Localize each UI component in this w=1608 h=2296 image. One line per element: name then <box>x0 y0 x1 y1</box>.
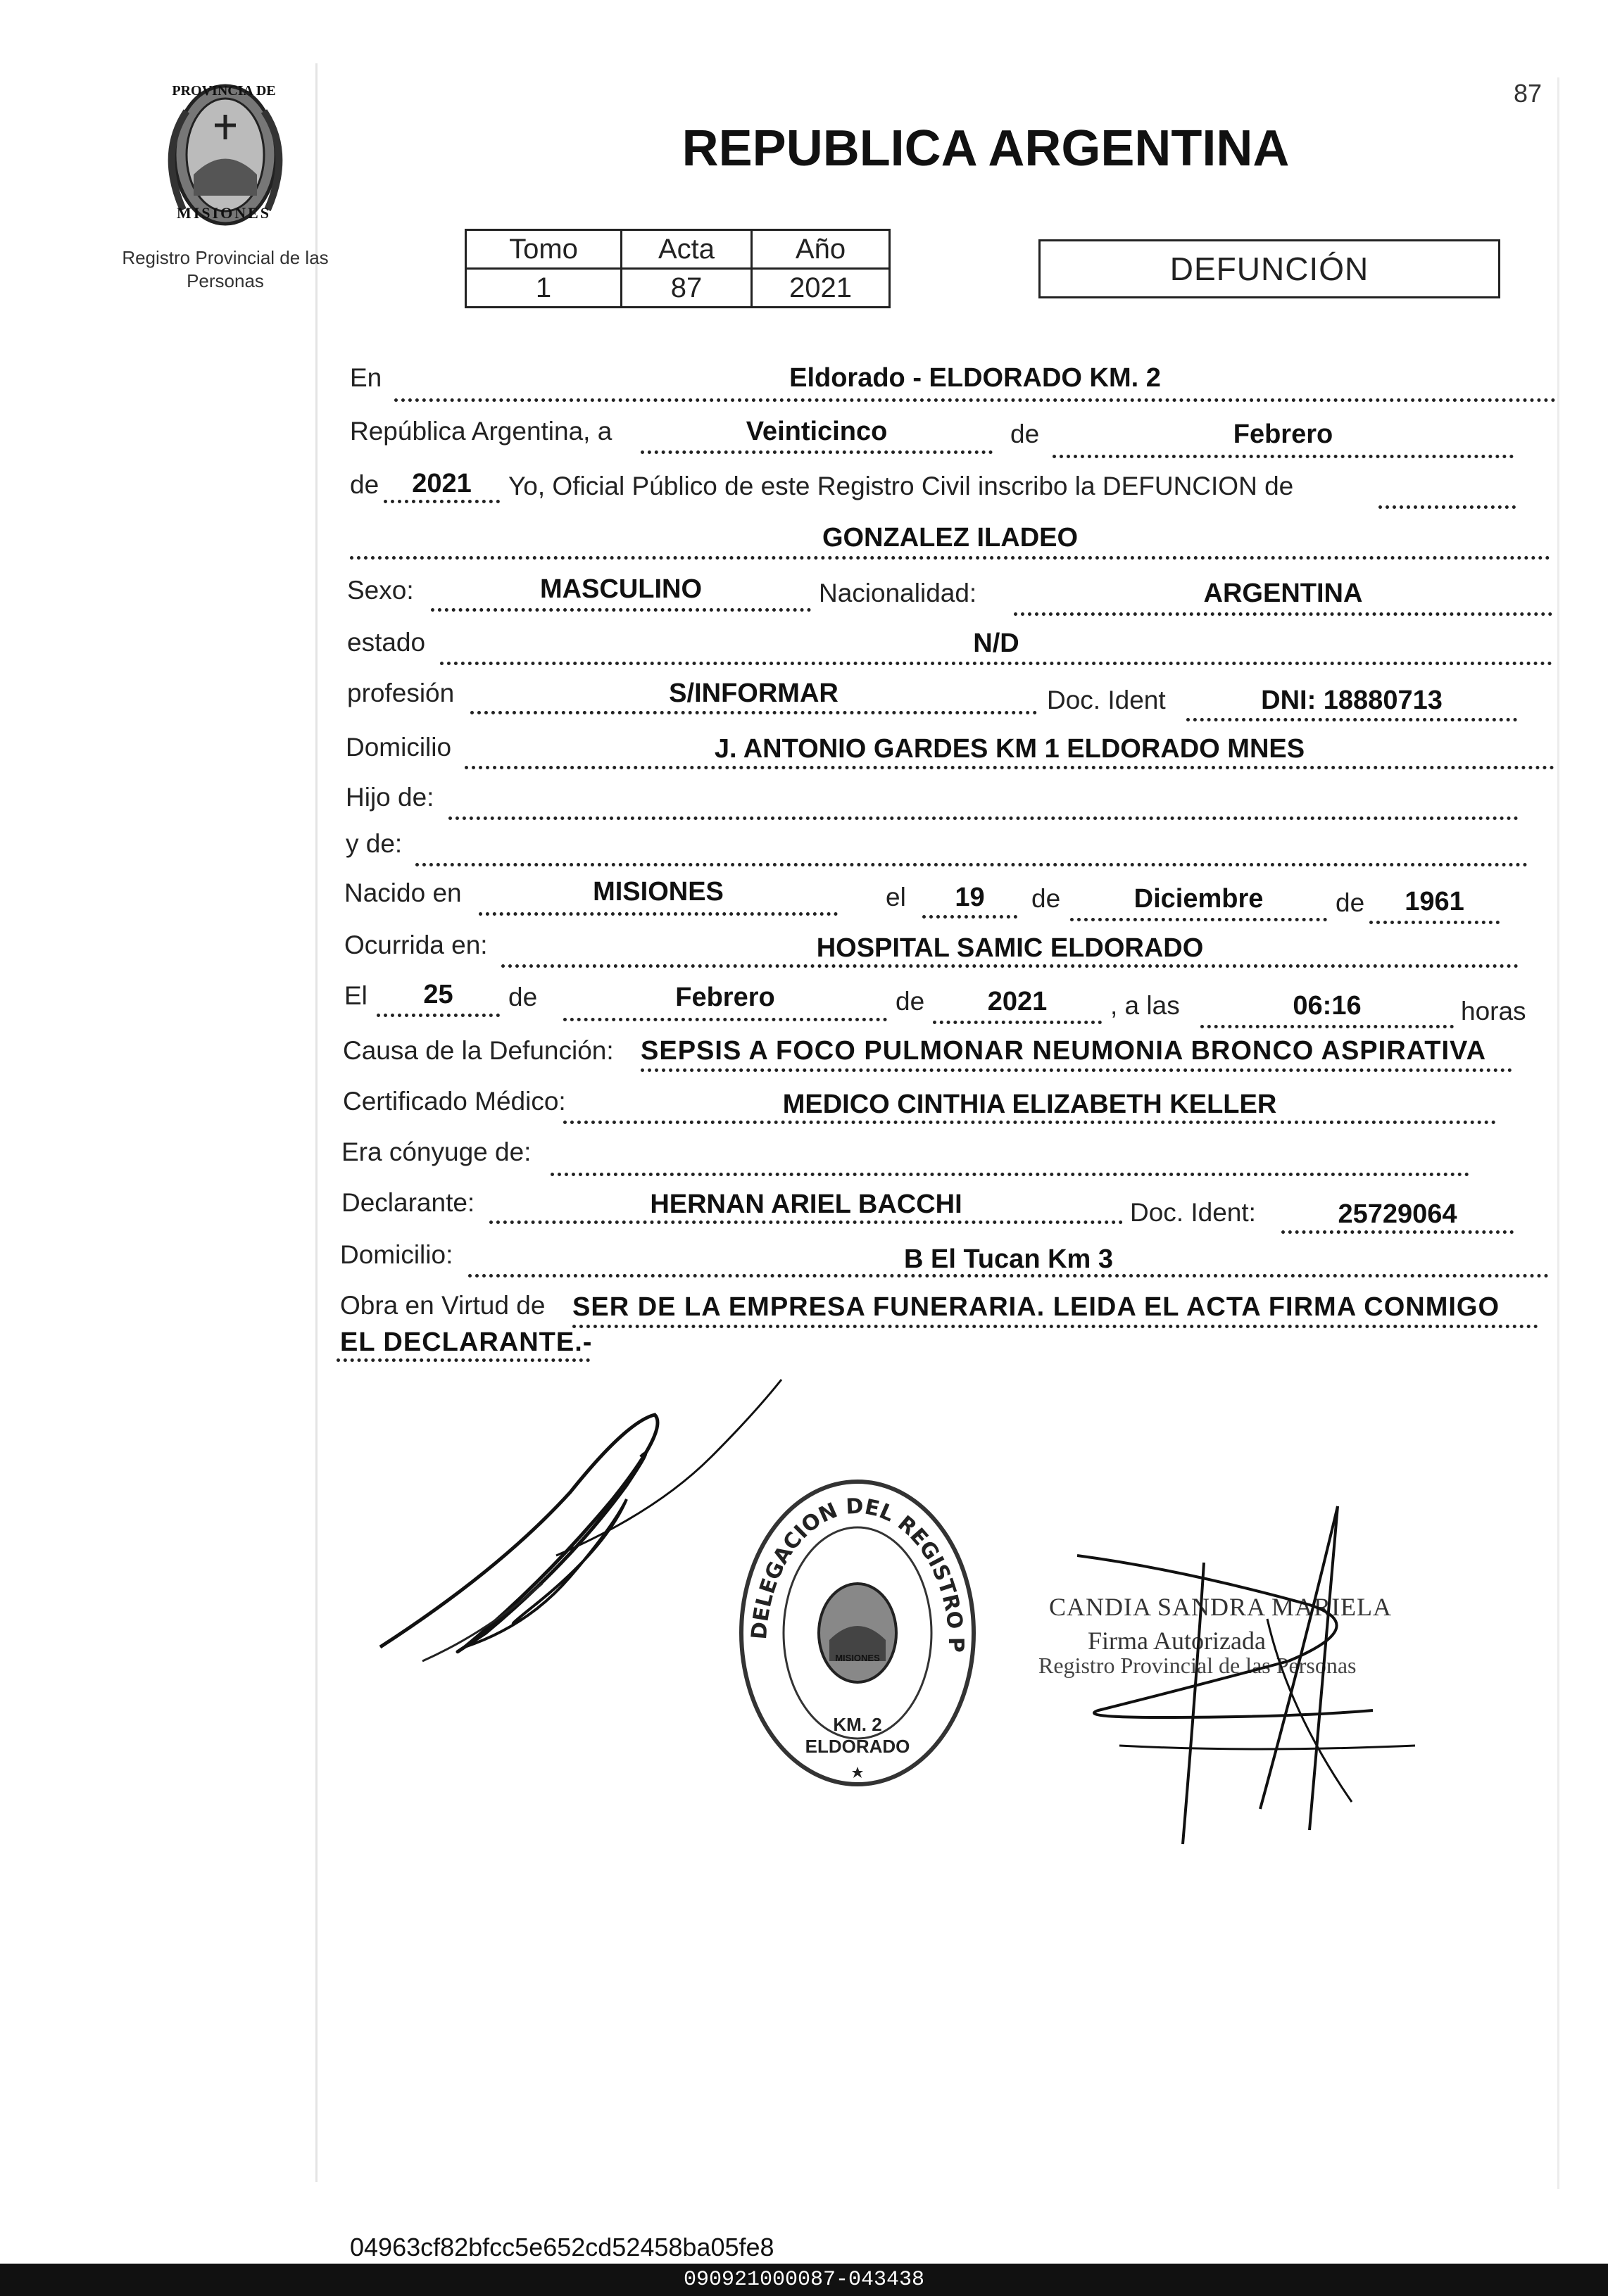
deceased-name: GONZALEZ ILADEO <box>822 523 1079 553</box>
doc-ident-2-label: Doc. Ident: <box>1130 1198 1256 1227</box>
birth-month-line <box>1070 918 1327 921</box>
estado-label: estado <box>347 628 426 657</box>
doc-ident-2-line <box>1281 1230 1514 1234</box>
birth-year-line <box>1369 921 1500 924</box>
footer-id-bar: 090921000087-043438 <box>0 2264 1608 2296</box>
tomo-value: 1 <box>466 269 622 308</box>
domicilio-2-value: B El Tucan Km 3 <box>903 1244 1114 1274</box>
crest-top-text: PROVINCIA DE <box>172 83 276 99</box>
death-day-line <box>377 1014 500 1017</box>
death-day: 25 <box>423 980 453 1009</box>
el-label: el <box>886 883 906 912</box>
anio-value: 2021 <box>752 269 890 308</box>
nacionalidad-value: ARGENTINA <box>1203 579 1363 608</box>
day-value: Veinticinco <box>746 417 888 446</box>
doc-ident-value: DNI: 18880713 <box>1261 686 1443 715</box>
stamp-crest-text: MISIONES <box>835 1653 880 1663</box>
causa-line <box>641 1068 1512 1072</box>
ocurrida-value: HOSPITAL SAMIC ELDORADO <box>816 933 1204 963</box>
sexo-line <box>431 608 811 612</box>
stamp-inner-text: KM. 2 ELDORADO <box>805 1714 910 1757</box>
obra-value-line-2: EL DECLARANTE.- <box>340 1327 593 1357</box>
yde-line <box>415 863 1528 866</box>
anio-header: Año <box>752 230 890 269</box>
record-table-header <box>466 230 890 269</box>
death-month-line <box>563 1018 887 1021</box>
crest-bottom-text: MISIONES <box>176 204 272 222</box>
authorized-role: Firma Autorizada <box>1088 1627 1266 1655</box>
ocurrida-label: Ocurrida en: <box>344 931 488 959</box>
domicilio-2-label: Domicilio: <box>340 1240 453 1269</box>
birth-year: 1961 <box>1405 887 1464 916</box>
de-label-6: de <box>896 987 925 1016</box>
year-value: 2021 <box>412 469 472 498</box>
obra-label: Obra en Virtud de <box>340 1291 546 1320</box>
profesion-value: S/INFORMAR <box>669 679 838 708</box>
authorized-name: CANDIA SANDRA MARIELA <box>1049 1593 1393 1621</box>
yde-label: y de: <box>346 829 403 858</box>
place-value: Eldorado - ELDORADO KM. 2 <box>789 363 1161 393</box>
month-line <box>1053 455 1514 458</box>
acta-value: 87 <box>622 269 752 308</box>
domicilio-2-line <box>468 1274 1549 1278</box>
obra-value-line-1: SER DE LA EMPRESA FUNERARIA. LEIDA EL ACTA FIRMA CONMIGO <box>572 1292 1500 1322</box>
de-label-4: de <box>1336 888 1365 917</box>
record-table-values <box>466 269 890 308</box>
statement-end-line <box>1378 505 1516 509</box>
conyuge-line <box>551 1173 1469 1176</box>
estado-value: N/D <box>973 629 1019 658</box>
ocurrida-line <box>501 964 1519 968</box>
de-label-1: de <box>1010 420 1040 448</box>
death-time-line <box>1200 1025 1454 1028</box>
year-line <box>384 500 500 503</box>
en-line <box>394 398 1556 402</box>
estado-line <box>440 662 1552 665</box>
page-number: 87 <box>1514 79 1543 108</box>
birth-month: Diciembre <box>1133 884 1264 914</box>
domicilio-line <box>465 766 1554 769</box>
declarante-label: Declarante: <box>341 1188 475 1217</box>
authorized-signature <box>1077 1478 1464 1858</box>
sexo-value: MASCULINO <box>539 574 703 604</box>
conyuge-label: Era cónyuge de: <box>341 1137 532 1166</box>
causa-label: Causa de la Defunción: <box>343 1036 614 1065</box>
doc-ident-line <box>1186 718 1517 721</box>
a-las-label: , a las <box>1110 991 1180 1020</box>
nacionalidad-line <box>1014 612 1552 616</box>
profesion-label: profesión <box>347 679 455 707</box>
document-hash: 04963cf82bfcc5e652cd52458ba05fe8 <box>350 2233 774 2262</box>
nacionalidad-label: Nacionalidad: <box>819 579 977 607</box>
name-line <box>350 556 1550 560</box>
crest-caption: Registro Provincial de las Personas <box>122 247 329 291</box>
birth-day-line <box>922 915 1017 919</box>
domicilio-label: Domicilio <box>346 733 452 762</box>
month-value: Febrero <box>1233 420 1333 449</box>
death-year-line <box>933 1021 1102 1024</box>
doc-ident-label: Doc. Ident <box>1047 686 1166 714</box>
republica-label: República Argentina, a <box>350 417 613 446</box>
nacido-label: Nacido en <box>344 878 462 907</box>
de-label-5: de <box>508 983 538 1011</box>
hijo-line <box>448 816 1519 820</box>
certificado-label: Certificado Médico: <box>343 1087 566 1116</box>
authorized-office: Registro Provincial de las Personas <box>1038 1653 1357 1678</box>
stamp-ring-text: DELEGACION DEL REGISTRO P <box>746 1494 969 1653</box>
page-title: REPUBLICA ARGENTINA <box>681 120 1290 177</box>
certificado-value: MEDICO CINTHIA ELIZABETH KELLER <box>782 1090 1277 1119</box>
de-label-3: de <box>1031 884 1061 913</box>
en-label: En <box>350 363 382 392</box>
sexo-label: Sexo: <box>347 576 414 605</box>
hijo-label: Hijo de: <box>346 783 434 812</box>
nacido-line <box>479 912 838 916</box>
birth-day: 19 <box>955 883 985 912</box>
doc-ident-2-value: 25729064 <box>1338 1199 1457 1229</box>
nacido-value: MISIONES <box>593 877 724 907</box>
official-stamp <box>731 1464 984 1788</box>
tomo-header: Tomo <box>466 230 622 269</box>
de-label-2: de <box>350 470 379 499</box>
death-month: Febrero <box>675 983 775 1012</box>
declarante-line <box>489 1220 1123 1224</box>
left-margin-rule <box>315 63 318 2182</box>
causa-value: SEPSIS A FOCO PULMONAR NEUMONIA BRONCO ASPIRATIVA <box>641 1036 1487 1066</box>
registration-statement: Yo, Oficial Público de este Registro Civil inscribo la DEFUNCION de <box>508 472 1294 500</box>
el2-label: El <box>344 981 368 1010</box>
death-year: 2021 <box>987 987 1048 1016</box>
death-time: 06:16 <box>1293 991 1362 1021</box>
declarante-value: HERNAN ARIEL BACCHI <box>650 1190 962 1219</box>
record-table <box>465 229 891 308</box>
certificado-line <box>563 1121 1496 1124</box>
horas-label: horas <box>1461 997 1526 1026</box>
profesion-line <box>470 711 1037 714</box>
acta-header: Acta <box>622 230 752 269</box>
right-margin-rule <box>1557 77 1559 2189</box>
record-type-box: DEFUNCIÓN <box>1038 239 1500 298</box>
obra-line-1 <box>572 1325 1538 1328</box>
domicilio-value: J. ANTONIO GARDES KM 1 ELDORADO MNES <box>714 734 1305 764</box>
day-line <box>641 450 993 454</box>
